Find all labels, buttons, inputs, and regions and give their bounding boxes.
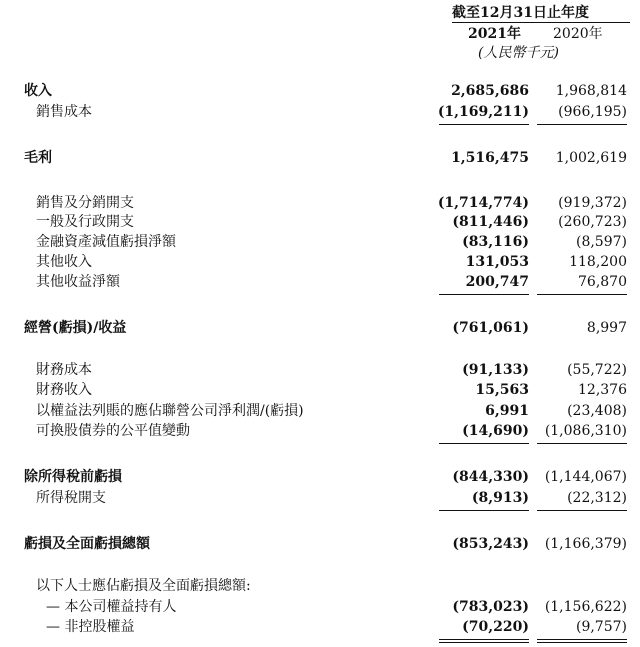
row-label: 以權益法列賬的應佔聯營公司淨利潤/(虧損)	[36, 403, 304, 419]
year-prior-header: 2020年	[553, 26, 603, 42]
table-row-other-gains	[0, 272, 640, 292]
table-row-non-controlling	[0, 617, 640, 637]
value-2020: (22,312)	[567, 490, 627, 506]
row-label: 一般及行政開支	[36, 214, 134, 230]
total-double-rule	[537, 642, 627, 643]
row-label: 所得稅開支	[36, 490, 106, 506]
table-row-selling-expenses	[0, 193, 640, 213]
subtotal-rule	[439, 510, 529, 511]
row-label: — 本公司權益持有人	[46, 599, 177, 615]
value-2021: 131,053	[465, 254, 529, 270]
table-row-share-of-associates	[0, 401, 640, 421]
value-2020: (1,144,067)	[544, 469, 627, 485]
table-row-income-tax	[0, 488, 640, 508]
row-label: 毛利	[24, 150, 52, 166]
period-header: 截至12月31日止年度	[452, 5, 589, 21]
value-2020: (8,597)	[575, 234, 627, 250]
subtotal-rule	[537, 443, 627, 444]
row-label: 虧損及全面虧損總額	[24, 536, 150, 552]
subtotal-rule	[439, 294, 529, 295]
table-row-operating-result	[0, 318, 640, 338]
value-2021: (1,169,211)	[437, 104, 529, 120]
table-row-cost-of-sales	[0, 102, 640, 122]
value-2020: (23,408)	[567, 403, 627, 419]
value-2020: 8,997	[586, 320, 627, 336]
row-label: 其他收益淨額	[36, 274, 120, 290]
table-row-loss-before-tax	[0, 467, 640, 487]
value-2021: 2,685,686	[451, 83, 529, 99]
table-row-other-income	[0, 252, 640, 272]
table-row-attributable-heading	[0, 576, 640, 596]
value-2020: (1,166,379)	[544, 536, 627, 552]
value-2020: 1,002,619	[555, 150, 627, 166]
table-row-admin-expenses	[0, 212, 640, 232]
row-label: 收入	[24, 83, 52, 99]
row-label: 經營(虧損)/收益	[24, 320, 127, 336]
subtotal-rule	[537, 124, 627, 125]
subtotal-rule	[439, 124, 529, 125]
value-2020: 118,200	[569, 254, 627, 270]
row-label: 其他收入	[36, 254, 92, 270]
row-label: — 非控股權益	[46, 619, 135, 635]
value-2020: 76,870	[578, 274, 627, 290]
value-2021: (91,133)	[462, 362, 529, 378]
table-row-equity-holders	[0, 597, 640, 617]
currency-unit-label: (人民幣千元)	[478, 45, 559, 61]
row-label: 以下人士應佔虧損及全面虧損總額:	[36, 578, 251, 594]
table-row-finance-costs	[0, 360, 640, 380]
row-label: 銷售及分銷開支	[36, 195, 134, 211]
value-2020: 1,968,814	[555, 83, 627, 99]
value-2021: 200,747	[465, 274, 529, 290]
total-double-rule	[537, 639, 627, 640]
value-2021: (761,061)	[452, 320, 529, 336]
row-label: 銷售成本	[36, 104, 92, 120]
subtotal-rule	[537, 510, 627, 511]
value-2021: (70,220)	[462, 619, 529, 635]
value-2020: (1,156,622)	[544, 599, 627, 615]
table-row-gross-profit	[0, 148, 640, 168]
table-row-revenue	[0, 81, 640, 101]
table-row-impairment	[0, 232, 640, 252]
year-current-header: 2021年	[468, 26, 521, 42]
table-row-convertible-bonds	[0, 421, 640, 441]
row-label: 財務成本	[36, 362, 92, 378]
value-2020: (966,195)	[558, 104, 627, 120]
value-2020: (1,086,310)	[544, 423, 627, 439]
value-2021: 1,516,475	[451, 150, 529, 166]
value-2020: (260,723)	[558, 214, 627, 230]
subtotal-rule	[537, 294, 627, 295]
total-double-rule	[439, 639, 529, 640]
row-label: 財務收入	[36, 382, 92, 398]
row-label: 除所得稅前虧損	[24, 469, 122, 485]
total-double-rule	[439, 642, 529, 643]
value-2021: (853,243)	[452, 536, 529, 552]
value-2021: (8,913)	[471, 490, 529, 506]
value-2021: 6,991	[485, 403, 529, 419]
header-underline	[452, 22, 630, 23]
value-2021: (1,714,774)	[437, 195, 529, 211]
value-2020: 12,376	[578, 382, 627, 398]
value-2021: 15,563	[475, 382, 529, 398]
value-2020: (55,722)	[567, 362, 627, 378]
subtotal-rule	[439, 443, 529, 444]
value-2021: (783,023)	[452, 599, 529, 615]
table-row-total-comprehensive-loss	[0, 534, 640, 554]
row-label: 金融資產減值虧損淨額	[36, 234, 176, 250]
value-2021: (844,330)	[452, 469, 529, 485]
value-2020: (9,757)	[575, 619, 627, 635]
row-label: 可換股債券的公平值變動	[36, 423, 190, 439]
table-row-finance-income	[0, 380, 640, 400]
value-2021: (811,446)	[452, 214, 529, 230]
value-2021: (83,116)	[462, 234, 529, 250]
value-2021: (14,690)	[462, 423, 529, 439]
value-2020: (919,372)	[558, 195, 627, 211]
